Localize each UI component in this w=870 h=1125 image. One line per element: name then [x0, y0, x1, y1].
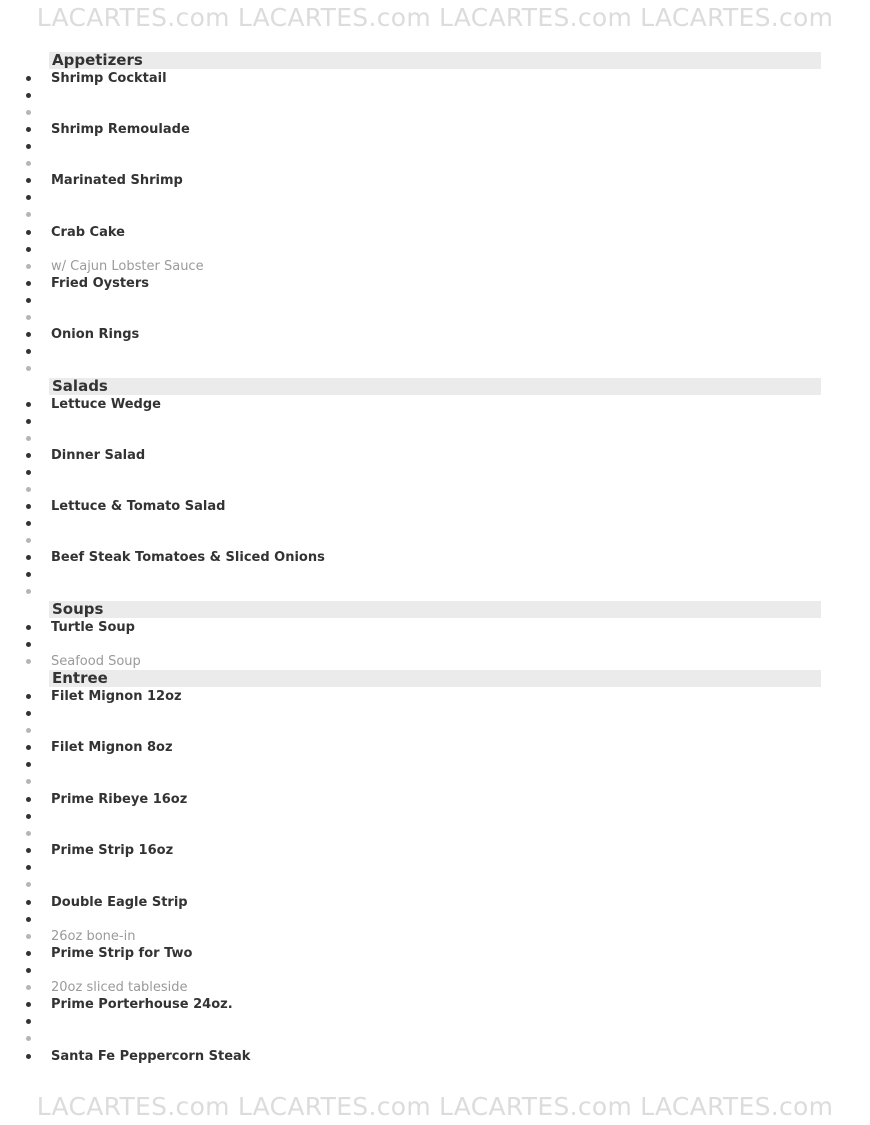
list-item-spacer	[0, 722, 870, 739]
list-item	[0, 842, 870, 859]
bullet-icon	[26, 230, 31, 235]
item-name: Beef Steak Tomatoes & Sliced Onions	[51, 550, 325, 565]
list-item-spacer	[0, 292, 870, 309]
list-item	[0, 275, 870, 292]
bullet-icon	[26, 659, 31, 664]
list-item-spacer	[0, 464, 870, 481]
bullet-icon	[26, 349, 31, 354]
bullet-icon	[26, 504, 31, 509]
list-item-spacer	[0, 360, 870, 377]
bullet-icon	[26, 332, 31, 337]
list-item-note	[0, 653, 870, 670]
watermark-bottom	[0, 1092, 870, 1121]
section-header-salads: Salads	[49, 378, 821, 395]
list-item	[0, 945, 870, 962]
bullet-icon	[26, 1036, 31, 1041]
bullet-icon	[26, 264, 31, 269]
list-item-spacer	[0, 189, 870, 206]
list-item-spacer	[0, 1013, 870, 1030]
bullet-icon	[26, 538, 31, 543]
item-name: Turtle Soup	[51, 620, 135, 635]
list-item	[0, 224, 870, 241]
item-name: Prime Strip for Two	[51, 946, 193, 961]
item-name: Shrimp Remoulade	[51, 122, 190, 137]
item-note: 20oz sliced tableside	[51, 980, 188, 995]
item-name: Prime Porterhouse 24oz.	[51, 997, 233, 1012]
watermark-text: LACARTES.com	[237, 1092, 431, 1121]
item-name: Onion Rings	[51, 327, 140, 342]
bullet-icon	[26, 402, 31, 407]
list-item	[0, 498, 870, 515]
list-item	[0, 739, 870, 756]
bullet-icon	[26, 315, 31, 320]
item-name: Fried Oysters	[51, 276, 150, 291]
item-name: Lettuce Wedge	[51, 397, 161, 412]
list-item	[0, 326, 870, 343]
list-item	[0, 619, 870, 636]
bullet-icon	[26, 555, 31, 560]
bullet-icon	[26, 1002, 31, 1007]
bullet-icon	[26, 572, 31, 577]
list-item-spacer	[0, 583, 870, 600]
watermark-text: LACARTES.com	[439, 3, 633, 32]
list-item-spacer	[0, 566, 870, 583]
item-note: 26oz bone-in	[51, 929, 136, 944]
bullet-icon	[26, 934, 31, 939]
watermark-text: LACARTES.com	[36, 1092, 230, 1121]
list-item-spacer	[0, 241, 870, 258]
bullet-icon	[26, 127, 31, 132]
bullet-icon	[26, 247, 31, 252]
item-name: Double Eagle Strip	[51, 895, 188, 910]
bullet-icon	[26, 745, 31, 750]
list-item-spacer	[0, 138, 870, 155]
item-name: Lettuce & Tomato Salad	[51, 499, 226, 514]
list-item-spacer	[0, 515, 870, 532]
bullet-icon	[26, 281, 31, 286]
bullet-icon	[26, 711, 31, 716]
list-item	[0, 1048, 870, 1065]
list-item	[0, 894, 870, 911]
list-item-spacer	[0, 87, 870, 104]
bullet-icon	[26, 521, 31, 526]
list-item-spacer	[0, 962, 870, 979]
bullet-icon	[26, 779, 31, 784]
list-item-spacer	[0, 859, 870, 876]
watermark-text: LACARTES.com	[439, 1092, 633, 1121]
bullet-icon	[26, 144, 31, 149]
list-item-note	[0, 258, 870, 275]
list-item-note	[0, 928, 870, 945]
list-item-spacer	[0, 705, 870, 722]
bullet-icon	[26, 985, 31, 990]
item-name: Santa Fe Peppercorn Steak	[51, 1049, 251, 1064]
watermark-text: LACARTES.com	[36, 3, 230, 32]
bullet-icon	[26, 589, 31, 594]
list-item-spacer	[0, 911, 870, 928]
bullet-icon	[26, 93, 31, 98]
item-name: Shrimp Cocktail	[51, 71, 167, 86]
bullet-icon	[26, 625, 31, 630]
list-item	[0, 996, 870, 1013]
bullet-icon	[26, 436, 31, 441]
item-name: Dinner Salad	[51, 448, 146, 463]
bullet-icon	[26, 298, 31, 303]
item-name: Filet Mignon 8oz	[51, 740, 173, 755]
bullet-icon	[26, 178, 31, 183]
bullet-icon	[26, 470, 31, 475]
list-item	[0, 549, 870, 566]
list-item	[0, 791, 870, 808]
bullet-icon	[26, 728, 31, 733]
item-name: Prime Strip 16oz	[51, 843, 174, 858]
list-item-spacer	[0, 481, 870, 498]
bullet-icon	[26, 366, 31, 371]
list-item	[0, 447, 870, 464]
bullet-icon	[26, 882, 31, 887]
item-name: Filet Mignon 12oz	[51, 689, 182, 704]
list-item-spacer	[0, 636, 870, 653]
list-item-spacer	[0, 206, 870, 223]
list-item	[0, 688, 870, 705]
list-item-spacer	[0, 104, 870, 121]
list-item	[0, 121, 870, 138]
list-item-spacer	[0, 532, 870, 549]
bullet-icon	[26, 917, 31, 922]
list-item-spacer	[0, 825, 870, 842]
list-item	[0, 396, 870, 413]
list-item-spacer	[0, 756, 870, 773]
bullet-icon	[26, 831, 31, 836]
bullet-icon	[26, 161, 31, 166]
bullet-icon	[26, 76, 31, 81]
item-name: Marinated Shrimp	[51, 173, 183, 188]
item-note: Seafood Soup	[51, 654, 141, 669]
bullet-icon	[26, 694, 31, 699]
item-name: Prime Ribeye 16oz	[51, 792, 188, 807]
list-item-spacer	[0, 876, 870, 893]
watermark-text: LACARTES.com	[237, 3, 431, 32]
list-item-spacer	[0, 430, 870, 447]
bullet-icon	[26, 195, 31, 200]
list-item-spacer	[0, 773, 870, 790]
list-item-spacer	[0, 808, 870, 825]
bullet-icon	[26, 848, 31, 853]
bullet-icon	[26, 212, 31, 217]
item-note: w/ Cajun Lobster Sauce	[51, 259, 204, 274]
bullet-icon	[26, 968, 31, 973]
list-item-spacer	[0, 309, 870, 326]
bullet-icon	[26, 797, 31, 802]
list-item-note	[0, 979, 870, 996]
list-item-spacer	[0, 155, 870, 172]
bullet-icon	[26, 453, 31, 458]
bullet-icon	[26, 1019, 31, 1024]
bullet-icon	[26, 110, 31, 115]
watermark-top	[0, 3, 870, 32]
watermark-text: LACARTES.com	[640, 3, 834, 32]
item-name: Crab Cake	[51, 225, 125, 240]
section-header-entree: Entree	[49, 670, 821, 687]
bullet-icon	[26, 814, 31, 819]
bullet-icon	[26, 487, 31, 492]
bullet-icon	[26, 900, 31, 905]
bullet-icon	[26, 642, 31, 647]
bullet-icon	[26, 865, 31, 870]
list-item	[0, 172, 870, 189]
list-item-spacer	[0, 343, 870, 360]
section-header-appetizers: Appetizers	[49, 52, 821, 69]
bullet-icon	[26, 951, 31, 956]
bullet-icon	[26, 1054, 31, 1059]
list-item	[0, 70, 870, 87]
list-item-spacer	[0, 413, 870, 430]
section-header-soups: Soups	[49, 601, 821, 618]
bullet-icon	[26, 419, 31, 424]
list-item-spacer	[0, 1030, 870, 1047]
bullet-icon	[26, 762, 31, 767]
watermark-text: LACARTES.com	[640, 1092, 834, 1121]
